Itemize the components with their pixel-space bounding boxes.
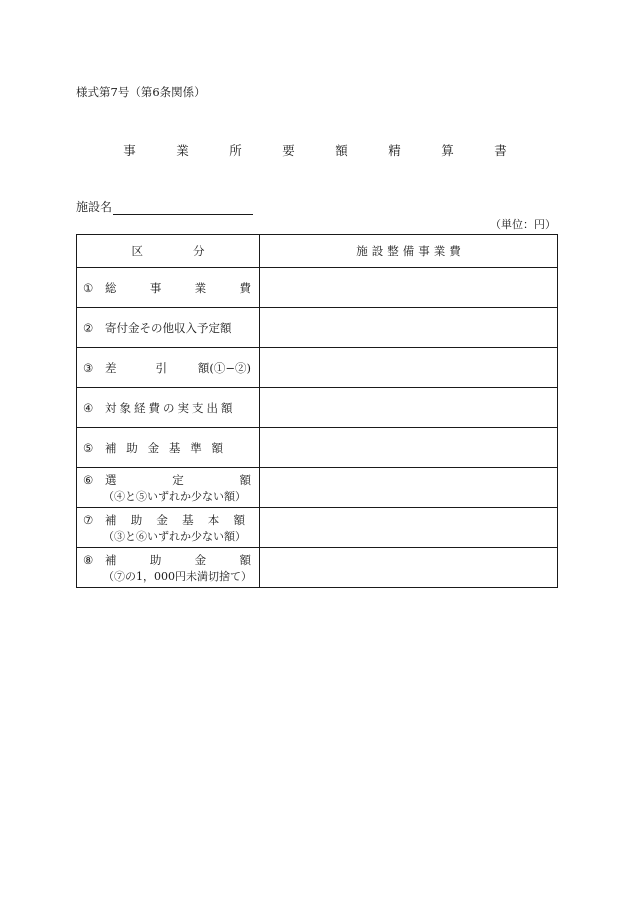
- label-char: 基: [168, 440, 181, 455]
- row-item: [77, 348, 260, 388]
- row-label: [105, 472, 251, 488]
- table-row: [77, 388, 558, 428]
- table-row: [77, 428, 558, 468]
- row-item: [77, 388, 260, 428]
- table-header-row: [77, 235, 558, 268]
- row-number: ⑤: [83, 440, 94, 455]
- row-item: [77, 428, 260, 468]
- row-label: [105, 512, 245, 528]
- label-char: 額: [233, 512, 245, 527]
- label-char: 事: [149, 280, 162, 295]
- row-label-formula: 額(①−②): [197, 360, 251, 375]
- row-item: [77, 548, 260, 588]
- facility-name-blank: [113, 201, 253, 215]
- label-char: 金: [147, 440, 160, 455]
- label-char: 業: [194, 280, 207, 295]
- row-number: ②: [83, 320, 94, 335]
- header-facility-cost: 施設整備事業費: [260, 235, 558, 268]
- label-char: 基: [182, 512, 194, 527]
- label-char: 本: [207, 512, 220, 527]
- row-number: ⑧: [83, 552, 94, 567]
- row-label: 対象経費の実支出額: [105, 400, 236, 415]
- label-char: 額: [211, 440, 223, 455]
- document-title: 事 業 所 要 額 精 算 書: [123, 143, 521, 158]
- row-label: [105, 280, 251, 296]
- table-row: [77, 468, 558, 508]
- row-label: [105, 440, 223, 456]
- label-char: 額: [239, 552, 251, 567]
- label-char: 補: [105, 552, 117, 567]
- row-value: [260, 388, 558, 428]
- label-char: 補: [105, 440, 117, 455]
- row-value: [260, 348, 558, 388]
- row-label: [105, 552, 251, 568]
- label-char: 総: [105, 280, 117, 295]
- row-value: [260, 308, 558, 348]
- label-char: 金: [194, 552, 207, 567]
- table-row: [77, 548, 558, 588]
- table-row: [77, 508, 558, 548]
- label-char: 差: [105, 360, 117, 375]
- row-label: [105, 360, 251, 376]
- row-label: 寄付金その他収入予定額: [105, 320, 232, 335]
- label-char: 費: [239, 280, 251, 295]
- row-item: [77, 508, 260, 548]
- label-char: 助: [126, 440, 138, 455]
- row-value: [260, 548, 558, 588]
- table-row: [77, 348, 558, 388]
- facility-label: 施設名: [76, 200, 113, 214]
- header-category: 区分: [77, 235, 260, 268]
- row-number: ④: [83, 400, 94, 415]
- row-note: （⑦の1，000円未満切捨て）: [103, 569, 252, 583]
- row-number: ⑦: [83, 512, 94, 527]
- row-value: [260, 268, 558, 308]
- unit-note: （単位：円）: [490, 218, 556, 231]
- row-value: [260, 428, 558, 468]
- row-note: （③と⑥いずれか少ない額）: [103, 529, 246, 543]
- label-char: 金: [156, 512, 168, 527]
- label-char: 定: [172, 472, 184, 487]
- label-char: 助: [149, 552, 162, 567]
- label-char: 額: [239, 472, 251, 487]
- label-char: 準: [190, 440, 202, 455]
- label-char: 補: [105, 512, 117, 527]
- facility-name-field: [76, 198, 253, 215]
- row-item: [77, 468, 260, 508]
- label-char: 助: [130, 512, 143, 527]
- row-number: ③: [83, 360, 94, 375]
- row-value: [260, 468, 558, 508]
- row-item: [77, 308, 260, 348]
- label-char: 選: [105, 472, 117, 487]
- row-item: [77, 268, 260, 308]
- row-value: [260, 508, 558, 548]
- table-row: [77, 268, 558, 308]
- label-char: 引: [155, 360, 167, 375]
- row-number: ①: [83, 280, 94, 295]
- table-row: [77, 308, 558, 348]
- form-number: 様式第7号（第6条関係）: [76, 85, 206, 99]
- settlement-table: [76, 234, 558, 588]
- row-note: （④と⑤いずれか少ない額）: [103, 489, 246, 503]
- row-number: ⑥: [83, 472, 94, 487]
